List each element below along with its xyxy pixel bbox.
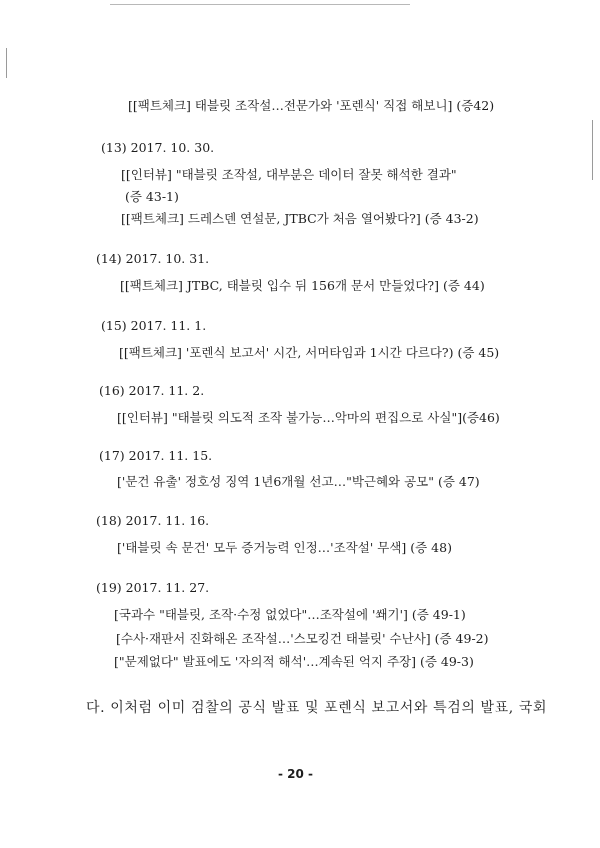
entry-18-article: ['태블릿 속 문건' 모두 증거능력 인정…'조작설' 무색] (증 48) xyxy=(117,540,452,555)
entry-13-article-1: [[인터뷰] "태블릿 조작설, 대부분은 데이터 잘못 해석한 결과" xyxy=(121,167,457,182)
entry-12-article: [[팩트체크] 태블릿 조작설…전문가와 '포렌식' 직접 해보니] (증42) xyxy=(128,98,495,113)
entry-19-article-3: ["문제없다" 발표에도 '자의적 해석'…계속된 억지 주장] (증 49-3) xyxy=(114,654,474,669)
entry-13-article-2: [[팩트체크] 드레스덴 연설문, JTBC가 처음 열어봤다?] (증 43-2) xyxy=(121,211,479,226)
entry-16-date: (16) 2017. 11. 2. xyxy=(99,383,205,398)
entry-14-article: [[팩트체크] JTBC, 태블릿 입수 뒤 156개 문서 만들었다?] (증 44) xyxy=(120,278,485,293)
entry-13-date: (13) 2017. 10. 30. xyxy=(101,140,215,155)
body-paragraph: 다. 이처럼 이미 검찰의 공식 발표 및 포렌식 보고서와 특검의 발표, 국회 xyxy=(86,700,548,716)
page-number: - 20 - xyxy=(278,767,314,781)
entry-18-date: (18) 2017. 11. 16. xyxy=(96,513,210,528)
entry-13-article-1-ref: (증 43-1) xyxy=(125,189,179,204)
entry-15-date: (15) 2017. 11. 1. xyxy=(101,318,207,333)
entry-17-date: (17) 2017. 11. 15. xyxy=(99,448,213,463)
entry-14-date: (14) 2017. 10. 31. xyxy=(96,251,210,266)
entry-16-article: [[인터뷰] "태블릿 의도적 조작 불가능…악마의 편집으로 사실"](증46) xyxy=(117,410,500,425)
entry-19-date: (19) 2017. 11. 27. xyxy=(96,580,210,595)
entry-19-article-2: [수사·재판서 진화해온 조작설…'스모킹건 태블릿' 수난사] (증 49-2) xyxy=(116,631,489,646)
scan-artifact-left-edge xyxy=(6,48,7,78)
entry-17-article: ['문건 유출' 정호성 징역 1년6개월 선고…"박근혜와 공모" (증 47) xyxy=(117,474,480,489)
entry-15-article: [[팩트체크] '포렌식 보고서' 시간, 서머타임과 1시간 다르다?) (증 45) xyxy=(119,345,500,360)
scan-artifact-right-edge xyxy=(592,120,593,180)
scan-artifact-top xyxy=(110,4,410,5)
entry-19-article-1: [국과수 "태블릿, 조작·수정 없었다"…조작설에 '쐐기'] (증 49-1) xyxy=(114,607,466,622)
